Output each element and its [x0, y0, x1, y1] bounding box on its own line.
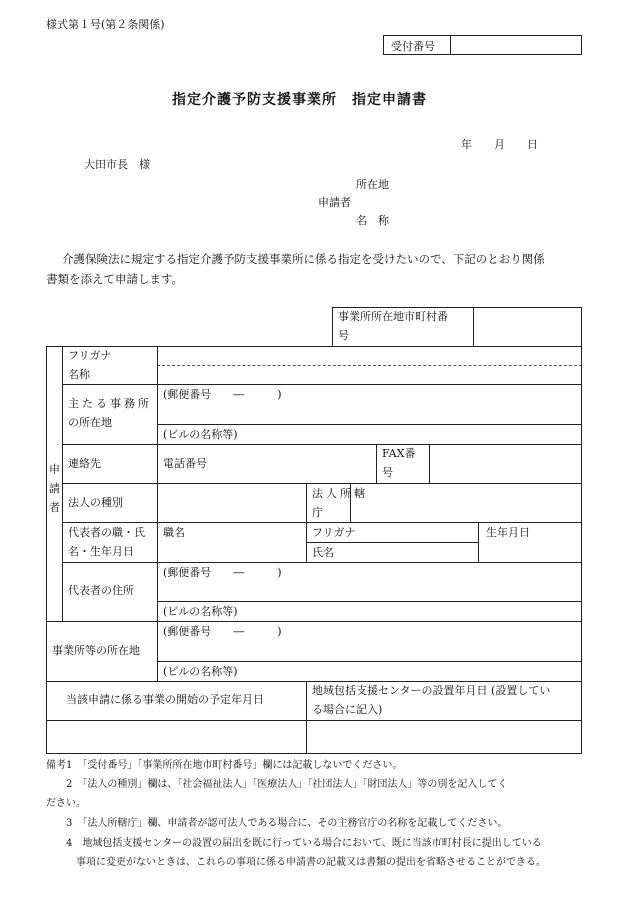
intro-line-1: 介護保険法に規定する指定介護予防支援事業所に係る指定を受けたいので、下記のとおり関係	[62, 252, 545, 266]
applicant-side-label: 申 請 者	[49, 463, 60, 514]
birthdate-label: 生年月日	[486, 526, 530, 539]
note-2-cont: ださい。	[46, 798, 86, 809]
main-office-label-2: の所在地	[68, 416, 112, 429]
rep-furigana-label: フリガナ	[312, 526, 356, 539]
representative-label-1: 代表者の職・氏	[68, 526, 145, 539]
addressee: 大田市長 様	[84, 158, 150, 171]
rep-address-label: 代表者の住所	[68, 584, 134, 597]
form-number: 様式第１号(第２条関係)	[46, 18, 165, 31]
furigana-label: フリガナ	[68, 349, 112, 362]
date-line: 年 月 日	[461, 138, 538, 151]
applicant-name-label: 名 称	[356, 214, 389, 227]
receipt-number-field[interactable]	[452, 36, 580, 54]
applicant-label: 申請者	[318, 196, 351, 209]
city-number-label-2: 号	[338, 329, 349, 342]
city-number-label-1: 事業所所在地市町村番	[338, 310, 448, 323]
main-office-building-label: (ビルの名称等)	[163, 428, 238, 441]
center-date-label-1: 地域包括支援センターの設置年月日 (設置してい	[312, 684, 551, 697]
page-title: 指定介護予防支援事業所 指定申請書	[172, 92, 427, 108]
center-date-field[interactable]	[308, 722, 580, 752]
intro-line-2: 書類を添えて申請します。	[46, 272, 184, 286]
furigana-field[interactable]	[160, 348, 580, 364]
office-location-label: 事業所等の所在地	[52, 644, 140, 657]
receipt-number-label: 受付番号	[391, 40, 435, 53]
applicant-address-label: 所在地	[356, 178, 389, 191]
main-office-label-1: 主たる事務所	[68, 397, 152, 410]
note-2: 2 「法人の種別」欄は、「社会福祉法人」「医療法人」「社団法人」「財団法人」等の別を記入してく	[46, 779, 508, 790]
main-office-postal-label: (郵便番号 ― )	[163, 388, 282, 401]
note-4-cont: 事項に変更がないときは、これらの事項に係る申請書の記載又は書類の提出を省略させることができる。	[46, 857, 546, 868]
name-field[interactable]	[160, 367, 580, 383]
center-date-label-2: る場合に記入)	[312, 703, 383, 716]
authority-label-2: 庁	[312, 506, 323, 519]
rep-building-label: (ビルの名称等)	[163, 605, 238, 618]
contact-label: 連絡先	[68, 457, 101, 470]
city-number-field[interactable]	[475, 309, 580, 345]
start-date-field[interactable]	[48, 722, 304, 752]
rep-name-label: 氏名	[312, 546, 334, 559]
corp-type-label: 法人の種別	[68, 496, 123, 509]
office-postal-label: (郵便番号 ― )	[163, 625, 282, 638]
rep-postal-label: (郵便番号 ― )	[163, 566, 282, 579]
name-label: 名称	[68, 368, 90, 381]
representative-label-2: 名・生年月日	[68, 545, 134, 558]
phone-label: 電話番号	[163, 457, 207, 470]
note-1: 備考1 「受付番号」「事業所所在地市町村番号」欄には記載しないでください。	[46, 760, 403, 771]
position-label: 職名	[163, 526, 185, 539]
fax-label-1: FAX番	[382, 447, 416, 460]
start-date-label: 当該申請に係る事業の開始の予定年月日	[66, 693, 264, 706]
note-4: 4 地域包括支援センターの設置の届出を既に行っている場合において、既に当該市町村長に提出している	[46, 838, 542, 849]
fax-label-2: 号	[382, 466, 393, 479]
note-3: 3 「法人所轄庁」欄、申請者が認可法人である場合に、その主務官庁の名称を記載してください。	[46, 818, 508, 829]
office-building-label: (ビルの名称等)	[163, 665, 238, 678]
authority-label-1: 法人所轄	[312, 487, 368, 500]
